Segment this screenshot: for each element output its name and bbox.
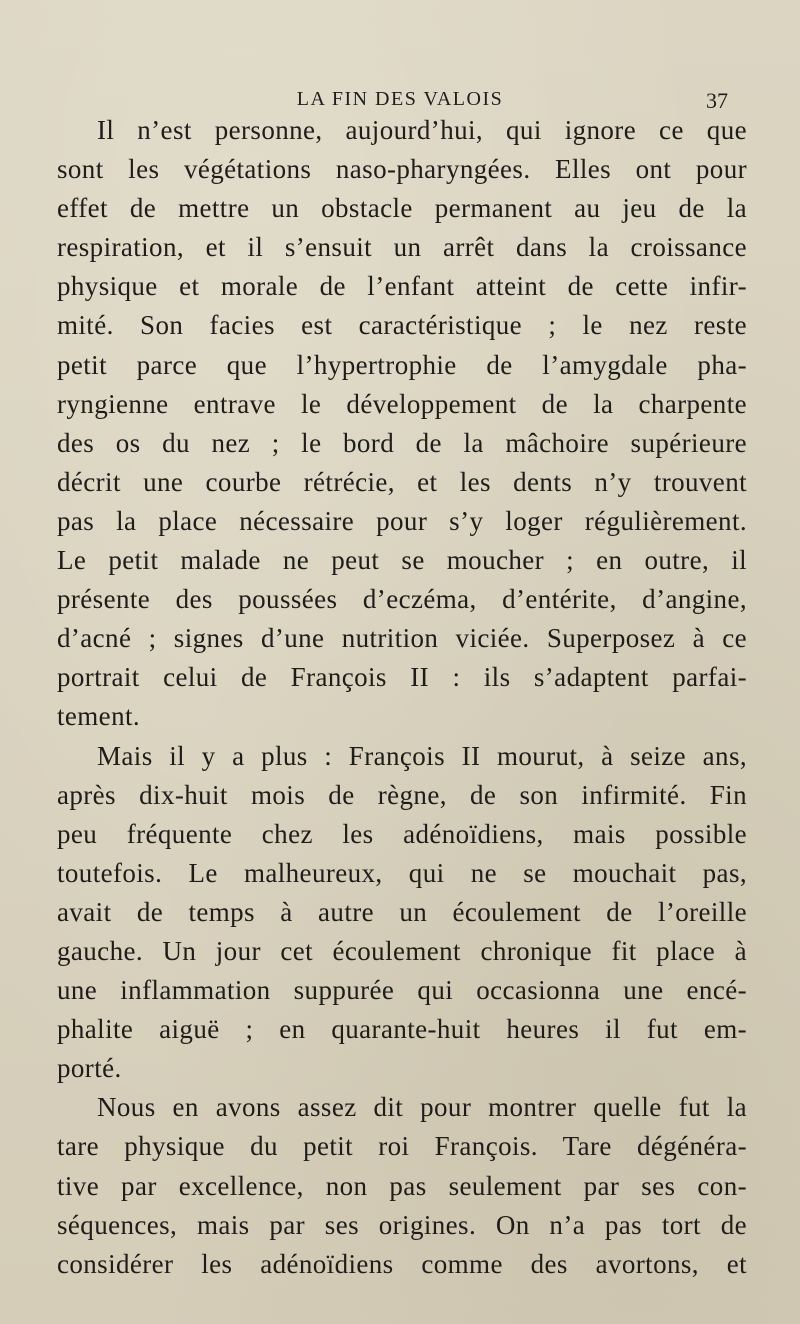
text-line: Nous en avons assez dit pour montrer quelle fut la [97, 1092, 747, 1123]
text-line: gauche. Un jour cet écoulement chronique fit place à [57, 935, 747, 966]
text-line: petit parce que l’hypertrophie de l’amygdale pha- [57, 349, 747, 380]
text-line: des os du nez ; le bord de la mâchoire supérieure [57, 427, 747, 458]
text-line: ryngienne entrave le développement de la charpente [57, 388, 747, 419]
text-line: physique et morale de l’enfant atteint de cette infir- [57, 271, 747, 302]
text-line: effet de mettre un obstacle permanent au jeu de la [57, 193, 747, 224]
text-line: tive par excellence, non pas seulement par ses con- [57, 1170, 747, 1201]
text-line: d’acné ; signes d’une nutrition viciée. Superposez à ce [57, 623, 747, 654]
text-line: présente des poussées d’eczéma, d’entérite, d’angine, [57, 584, 747, 615]
text-line: après dix-huit mois de règne, de son infirmité. Fin [57, 779, 747, 810]
text-line: portrait celui de François II : ils s’adaptent parfai- [57, 662, 747, 693]
paragraph [57, 1088, 747, 1283]
text-line: porté. [57, 1053, 122, 1084]
text-line: une inflammation suppurée qui occasionna une encé- [57, 975, 747, 1006]
text-line: mité. Son facies est caractéristique ; le nez reste [57, 310, 747, 341]
text-line: toutefois. Le malheureux, qui ne se mouchait pas, [57, 857, 747, 888]
text-line: séquences, mais par ses origines. On n’a pas tort de [57, 1209, 747, 1240]
running-title: LA FIN DES VALOIS [296, 88, 504, 110]
paragraph [57, 111, 747, 737]
text-line: Mais il y a plus : François II mourut, à seize ans, [97, 740, 747, 771]
text-line: respiration, et il s’ensuit un arrêt dans la croissance [57, 232, 747, 263]
text-line: Le petit malade ne peut se moucher ; en outre, il [57, 545, 747, 576]
text-line: Il n’est personne, aujourd’hui, qui ignore ce que [97, 115, 747, 145]
text-line: tement. [57, 701, 141, 732]
text-line: avait de temps à autre un écoulement de l’oreille [57, 896, 747, 927]
text-line: sont les végétations naso-pharyngées. Elles ont pour [57, 154, 747, 185]
text-line: tare physique du petit roi François. Tare dégénéra- [57, 1131, 747, 1162]
text-line: peu fréquente chez les adénoïdiens, mais possible [57, 818, 747, 849]
body-text [57, 111, 747, 1284]
page-number: 37 [706, 88, 728, 113]
text-line: considérer les adénoïdiens comme des avortons, et [57, 1248, 747, 1279]
paragraph [57, 737, 747, 1089]
text-line: pas la place nécessaire pour s’y loger régulièrement. [57, 505, 747, 536]
text-line: phalite aiguë ; en quarante-huit heures il fut em- [57, 1014, 747, 1045]
text-line: décrit une courbe rétrécie, et les dents n’y trouvent [57, 466, 747, 497]
